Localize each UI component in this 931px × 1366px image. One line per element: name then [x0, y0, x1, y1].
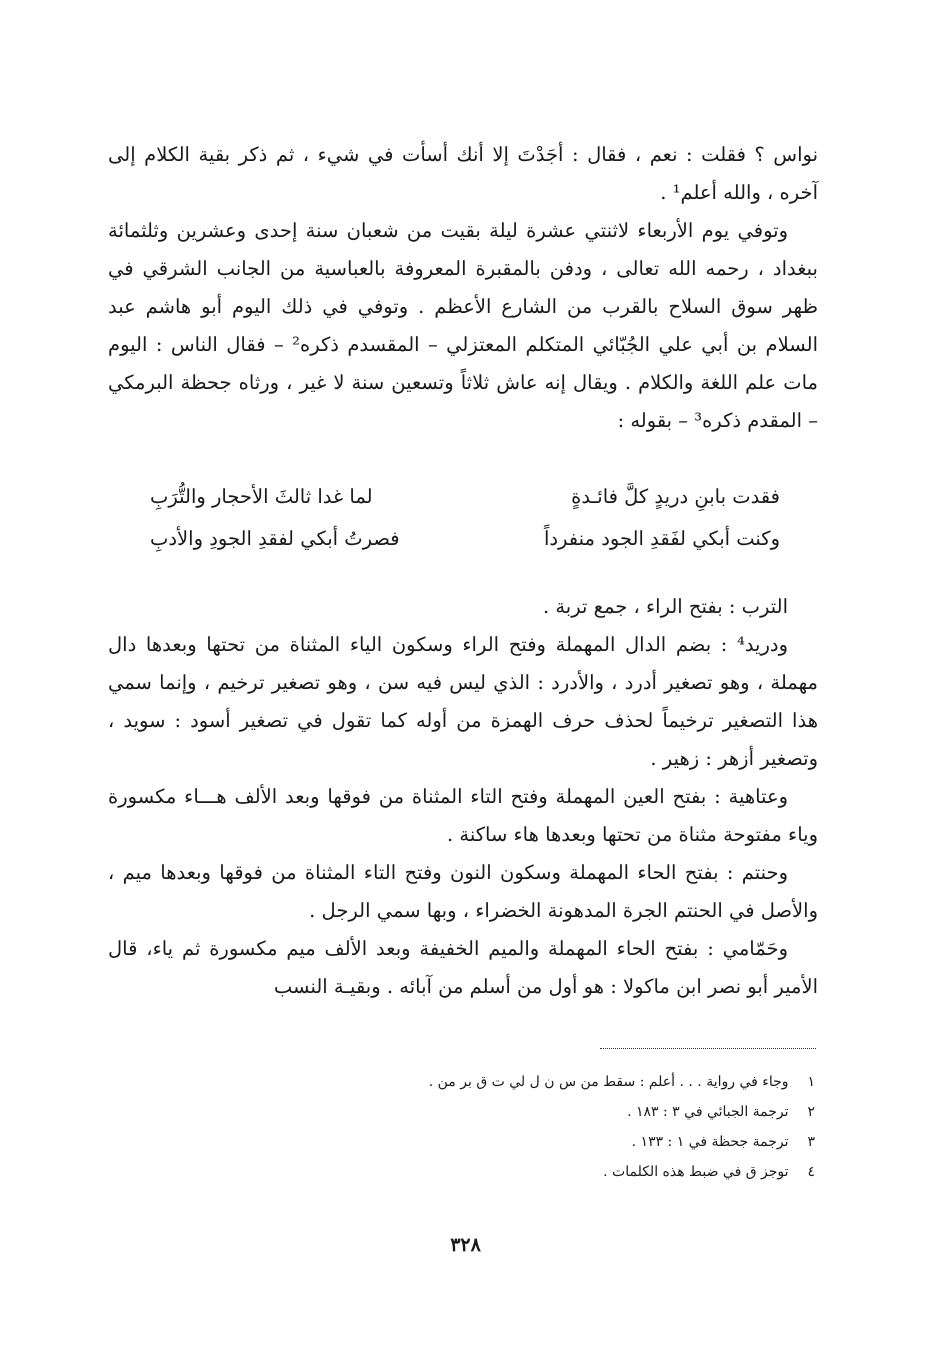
footnote-text: ترجمة جحظة في ١ : ١٣٣ .: [631, 1134, 789, 1150]
paragraph: وحَمّامي : بفتح الحاء المهملة والميم الخفيفة وبعد الألف ميم مكسورة ثم ياء، قال الأمير أبو نصر ابن ماكولا : هو أول من أسلم من آبائه . وبقيـة النسب: [108, 937, 818, 998]
footnote: [300, 1067, 815, 1097]
verse-second-hemistich: فصرتُ أبكي لفقدِ الجودِ والأدبِ: [150, 527, 400, 550]
footnote-number: ٢: [807, 1104, 815, 1120]
verse-first-hemistich: وكنت أبكي لفَقدِ الجود منفرداً: [543, 527, 780, 550]
footnote-number: ٤: [807, 1164, 815, 1180]
footnote-separator: [600, 1048, 816, 1049]
main-text-bottom: [108, 588, 818, 1006]
verse-second-hemistich: لما غدا ثالثَ الأحجار والتُّرَبِ: [150, 485, 373, 508]
footnote: [300, 1127, 815, 1157]
main-text-top: [108, 136, 818, 440]
paragraph: وتوفي يوم الأربعاء لاثنتي عشرة ليلة بقيت من شعبان سنة إحدى وعشرين وثلثمائة ببغداد ، رحمه الله تعالى ، ودفن بالمقبرة المعروفة بالعباسية من الجانب الشرقي في ظهر سوق السلاح بالقرب من الشارع الأعظم . وتوفي في ذلك اليوم أبو هاشم عبد السلام بن أبي علي الجُبّائي المتكلم المعتزلي – المقسدم ذكره² – فقال الناس : اليوم مات علم اللغة والكلام . ويقال إنه عاش ثلاثاً وتسعين سنة لا غير ، ورثاه جحظة البرمكي – المقدم ذكره³ – بقوله :: [108, 219, 818, 432]
footnote-text: وجاء في رواية . . . أعلم : سقط من س ن ل لي ت ق بر من .: [428, 1074, 789, 1090]
footnote-text: ترجمة الجبائي في ٣ : ١٨٣ .: [627, 1104, 789, 1120]
poem-verse: [150, 518, 780, 560]
poem: [150, 476, 780, 560]
footnote-number: ١: [807, 1074, 815, 1090]
verse-first-hemistich: فقدت بابنِ دريدٍ كلَّ فائـدةٍ: [571, 485, 780, 508]
paragraph: وحنتم : بفتح الحاء المهملة وسكون النون وفتح التاء المثناة من فوقها وبعدها ميم ، والأصل في الحنتم الجرة المدهونة الخضراء ، وبها سمي الرجل .: [108, 861, 818, 922]
footnote: [300, 1097, 815, 1127]
paragraph: وعتاهية : بفتح العين المهملة وفتح التاء المثناة من فوقها وبعد الألف هـــاء مكسورة وياء مفتوحة مثناة من تحتها وبعدها هاء ساكنة .: [108, 785, 818, 846]
footnote: [300, 1157, 815, 1187]
footnote-text: توجز ق في ضبط هذه الكلمات .: [603, 1164, 789, 1180]
paragraph: نواس ؟ فقلت : نعم ، فقال : أجَدْتَ إلا أنك أسأت في شيء ، ثم ذكر بقية الكلام إلى آخره ، والله أعلم¹ .: [108, 143, 818, 204]
paragraph: ودريد⁴ : بضم الدال المهملة وفتح الراء وسكون الياء المثناة من تحتها وبعدها دال مهملة ، وهو تصغير أدرد ، والأدرد : الذي ليس فيه سن ، وهو تصغير ترخيم ، وإنما سمي هذا التصغير ترخيماً لحذف حرف الهمزة من أوله كما تقول في تصغير أسود : سويد ، وتصغير أزهر : زهير .: [108, 633, 819, 770]
page-number: ٣٢٨: [450, 1234, 481, 1256]
paragraph: الترب : بفتح الراء ، جمع تربة .: [542, 595, 788, 618]
poem-verse: [150, 476, 780, 518]
footnotes: [300, 1067, 815, 1187]
footnote-number: ٣: [807, 1134, 815, 1150]
